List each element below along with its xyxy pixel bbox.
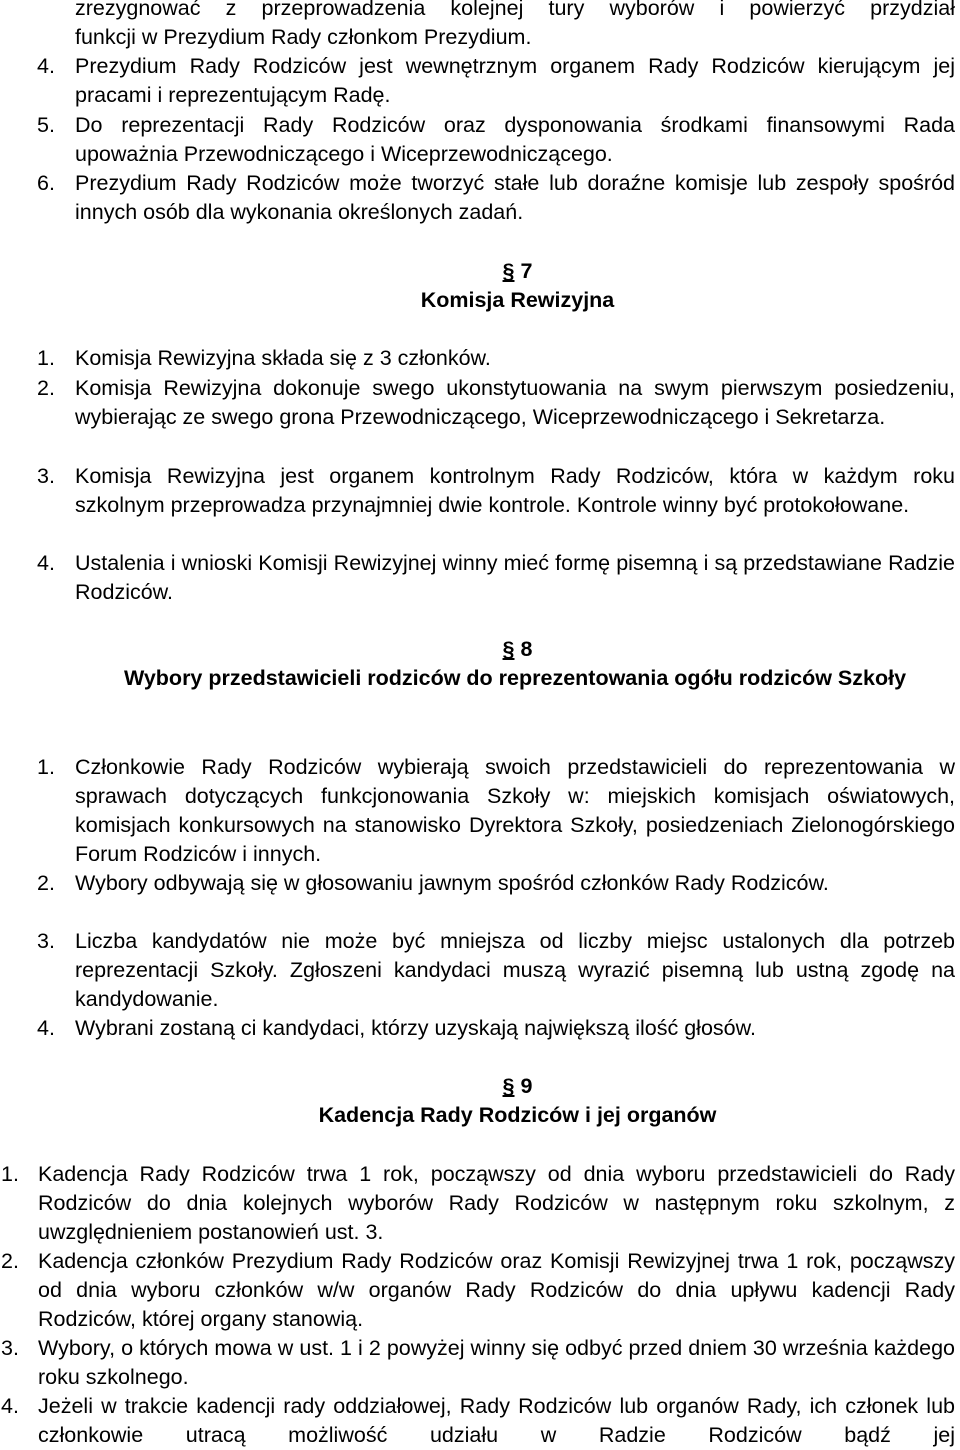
list-item — [1, 1334, 955, 1392]
item-number: 5. — [37, 113, 55, 137]
list-item — [1, 1160, 955, 1247]
list-item — [1, 1392, 955, 1450]
section-number: 9 — [520, 1074, 533, 1098]
section-title: Komisja Rewizyjna — [420, 288, 615, 312]
list-item — [37, 1014, 955, 1043]
section-number: 8 — [520, 637, 533, 661]
item-number: 3. — [37, 929, 55, 953]
list-item — [37, 374, 955, 432]
item-number: 2. — [37, 376, 55, 400]
item-text: Komisja Rewizyjna składa się z 3 członków. — [75, 346, 491, 370]
list-item — [37, 549, 955, 607]
list-item — [37, 169, 955, 227]
item-text: Liczba kandydatów nie może być mniejsza od liczby miejsc ustalonych dla potrzeb reprezentacji Szkoły. Zgłoszeni kandydaci muszą wyrazić pisemną lub ustną zgodę na kandydowanie. — [75, 929, 955, 1011]
section-number: 7 — [520, 259, 533, 283]
item-number: 6. — [37, 171, 55, 195]
item-number: 3. — [37, 464, 55, 488]
item-text: Kadencja członków Prezydium Rady Rodziców oraz Komisji Rewizyjnej trwa 1 rok, począwszy od dnia wyboru członków w/w organów Rady Rodziców do dnia upływu kadencji Rady Rodziców, której organy stanowią. — [38, 1249, 955, 1331]
item-text: Komisja Rewizyjna jest organem kontrolnym Rady Rodziców, która w każdym roku szkolnym przeprowadza przynajmniej dwie kontrole. Kontrole winny być protokołowane. — [75, 464, 955, 517]
section-number-heading — [0, 635, 960, 664]
list-item — [37, 111, 955, 169]
item-text: Wybory odbywają się w głosowaniu jawnym spośród członków Rady Rodziców. — [75, 871, 829, 895]
item-number: 4. — [37, 54, 55, 78]
item-text: Wybory, o których mowa w ust. 1 i 2 powyżej winny się odbyć przed dniem 30 września każdego roku szkolnego. — [38, 1336, 955, 1389]
continuation-line-1: zrezygnować z przeprowadzenia kolejnej tury wyborów i powierzyć przydział — [75, 0, 955, 20]
list-item — [1, 1247, 955, 1334]
item-text: Jeżeli w trakcie kadencji rady oddziałowej, Rady Rodziców lub organów Rady, ich członek lub członkowie utracą możliwość udziału w Radzie Rodziców bądź jej — [38, 1394, 955, 1447]
section-number-heading — [0, 1072, 960, 1101]
section-number-heading — [0, 257, 960, 286]
item-number: 1. — [37, 755, 55, 779]
item-text: Do reprezentacji Rady Rodziców oraz dysponowania środkami finansowymi Rada upoważnia Przewodniczącego i Wiceprzewodniczącego. — [75, 113, 955, 166]
list-item — [37, 462, 955, 520]
item-number: 4. — [1, 1394, 19, 1418]
item-text: Wybrani zostaną ci kandydaci, którzy uzyskają największą ilość głosów. — [75, 1016, 756, 1040]
item-text: Prezydium Rady Rodziców może tworzyć stałe lub doraźne komisje lub zespoły spośród innych osób dla wykonania określonych zadań. — [75, 171, 955, 224]
section-title: Kadencja Rady Rodziców i jej organów — [318, 1103, 717, 1127]
section-sign: § — [502, 259, 515, 283]
item-number: 3. — [1, 1336, 19, 1360]
item-number: 4. — [37, 1016, 55, 1040]
list-item — [37, 753, 955, 869]
continuation-line-2: funkcji w Prezydium Rady członkom Prezydium. — [75, 25, 532, 49]
section-title: Wybory przedstawicieli rodziców do reprezentowania ogółu rodziców Szkoły — [123, 666, 907, 690]
item-number: 2. — [37, 871, 55, 895]
item-number: 2. — [1, 1249, 19, 1273]
item-text: Ustalenia i wnioski Komisji Rewizyjnej winny mieć formę pisemną i są przedstawiane Radzie Rodziców. — [75, 551, 955, 604]
item-text: Prezydium Rady Rodziców jest wewnętrznym organem Rady Rodziców kierującym jej pracami i reprezentującym Radę. — [75, 54, 955, 107]
list-item — [37, 52, 955, 110]
item-text: Członkowie Rady Rodziców wybierają swoich przedstawicieli do reprezentowania w sprawach dotyczących funkcjonowania Szkoły w: miejskich komisjach oświatowych, komisjach konkursowych na stanowisko Dyrektora Szkoły, posiedzeniach Zielonogórskiego Forum Rodziców i innych. — [75, 755, 955, 866]
paragraph-continuation-end — [75, 23, 955, 52]
item-text: Komisja Rewizyjna dokonuje swego ukonstytuowania na swym pierwszym posiedzeniu, wybierając ze swego grona Przewodniczącego, Wiceprzewodniczącego i Sekretarza. — [75, 376, 955, 429]
section-sign: § — [502, 1074, 515, 1098]
list-item — [37, 344, 955, 373]
item-number: 1. — [1, 1162, 19, 1186]
paragraph-continuation — [75, 0, 955, 23]
item-number: 1. — [37, 346, 55, 370]
item-number: 4. — [37, 551, 55, 575]
list-item — [37, 927, 955, 1014]
section-sign: § — [502, 637, 515, 661]
list-item — [37, 869, 955, 898]
item-text: Kadencja Rady Rodziców trwa 1 rok, począwszy od dnia wyboru przedstawicieli do Rady Rodziców do dnia kolejnych wyborów Rady Rodziców w następnym roku szkolnym, z uwzględnieniem postanowień ust. 3. — [38, 1162, 955, 1244]
